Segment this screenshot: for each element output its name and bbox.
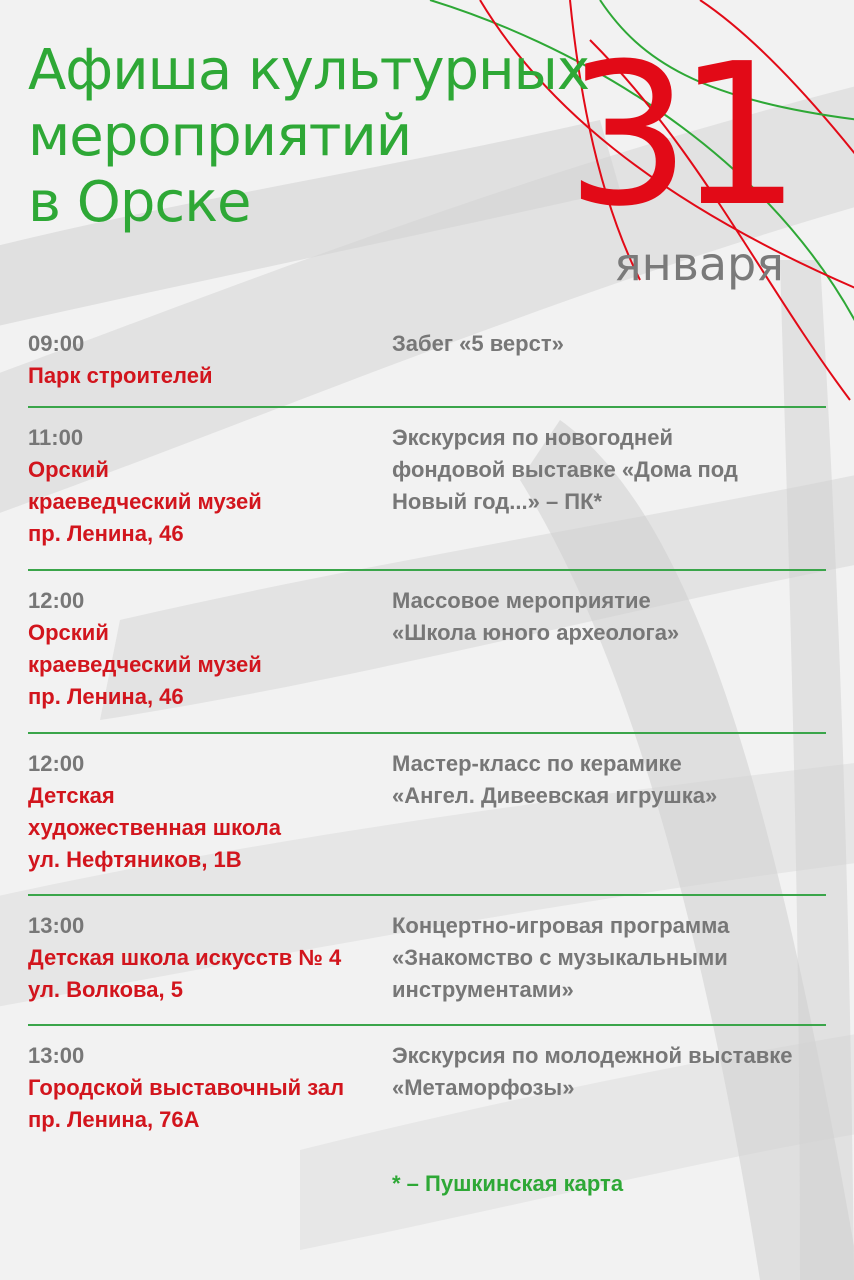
event-description: Концертно-игровая программа: [392, 913, 730, 938]
event-description: инструментами»: [392, 977, 574, 1002]
event-row: [28, 408, 826, 571]
event-place: ул. Нефтяников, 1В: [28, 847, 242, 872]
event-row: [28, 896, 826, 1026]
event-description: Экскурсия по новогодней: [392, 425, 673, 450]
event-description: «Метаморфозы»: [392, 1075, 575, 1100]
event-description: Массовое мероприятие: [392, 588, 651, 613]
event-description: фондовой выставке «Дома под: [392, 457, 738, 482]
event-place: Городской выставочный зал: [28, 1075, 345, 1100]
event-place: пр. Ленина, 76А: [28, 1107, 200, 1132]
title-line: мероприятий: [28, 104, 412, 169]
event-row: [28, 322, 826, 408]
event-description: «Знакомство с музыкальными: [392, 945, 728, 970]
event-description: «Ангел. Дивеевская игрушка»: [392, 783, 718, 808]
event-description: Забег «5 верст»: [392, 331, 564, 356]
event-place: Парк строителей: [28, 363, 213, 388]
event-place: краеведческий музей: [28, 489, 262, 514]
event-row: [28, 571, 826, 734]
event-time: 13:00: [28, 913, 85, 938]
event-place: краеведческий музей: [28, 652, 262, 677]
event-description: «Школа юного археолога»: [392, 620, 680, 645]
event-description: Экскурсия по молодежной выставке: [392, 1043, 793, 1068]
event-place: Орский: [28, 620, 109, 645]
event-description: Новый год...» – ПК*: [392, 489, 603, 514]
event-time: 09:00: [28, 331, 85, 356]
title-line: в Орске: [28, 170, 251, 235]
event-time: 12:00: [28, 588, 85, 613]
event-description: Мастер-класс по керамике: [392, 751, 682, 776]
date-month: января: [614, 237, 784, 291]
event-row: [28, 1026, 826, 1146]
event-place: пр. Ленина, 46: [28, 521, 184, 546]
event-place: пр. Ленина, 46: [28, 684, 184, 709]
footnote: * – Пушкинская карта: [392, 1171, 624, 1196]
event-row: [28, 734, 826, 896]
events-list: [28, 322, 826, 1146]
page-title: [28, 38, 588, 236]
date-day: 31: [566, 22, 788, 250]
event-place: Орский: [28, 457, 109, 482]
event-place: Детская: [28, 783, 115, 808]
event-place: Детская школа искусств № 4: [28, 945, 342, 970]
event-time: 11:00: [28, 425, 84, 450]
title-line: Афиша культурных: [28, 38, 589, 103]
event-time: 12:00: [28, 751, 85, 776]
event-place: художественная школа: [28, 815, 281, 840]
event-time: 13:00: [28, 1043, 85, 1068]
event-place: ул. Волкова, 5: [28, 977, 183, 1002]
